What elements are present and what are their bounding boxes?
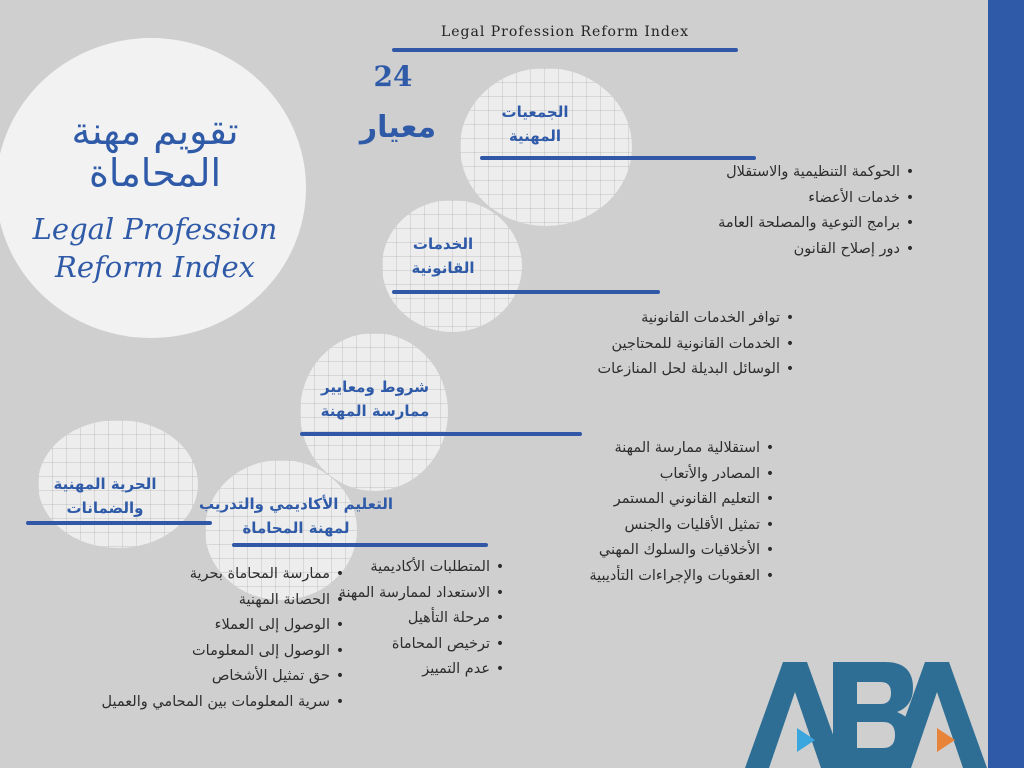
side-accent-bar [988,0,1024,768]
section-underline-5 [26,521,212,525]
list-item: • الحوكمة التنظيمية والاستقلال [560,160,920,186]
list-item: • المصادر والأتعاب [440,462,780,488]
list-item: • دور إصلاح القانون [560,237,920,263]
list-item: • الوسائل البديلة لحل المنازعات [460,357,800,383]
section-heading-legal-services: الخدمات القانونية [411,235,475,277]
list-item: • تمثيل الأقليات والجنس [440,513,780,539]
main-title-arabic: تقويم مهنة المحاماة [71,109,239,195]
section-heading-education: التعليم الأكاديمي والتدريب لمهنة المحاماة [198,495,394,537]
section-list-legal-services [460,306,800,383]
list-item: • التعليم القانوني المستمر [440,487,780,513]
list-item: • الاستعداد لممارسة المهنة [220,581,510,607]
list-item: • حق تمثيل الأشخاص [10,664,350,690]
section-list-freedoms [10,562,350,716]
section-heading-freedoms: الحرية المهنية والضمانات [53,475,157,517]
list-item: • الوصول إلى المعلومات [10,639,350,665]
list-item: • استقلالية ممارسة المهنة [440,436,780,462]
criteria-count: 24 [373,60,413,93]
criteria-label: معيار [359,110,437,145]
title-underline [392,48,738,52]
list-item: • سرية المعلومات بين المحامي والعميل [10,690,350,716]
list-item: • خدمات الأعضاء [560,186,920,212]
list-item: • الحصانة المهنية [10,588,350,614]
aba-logo [745,662,987,768]
list-item: • المتطلبات الأكاديمية [220,555,510,581]
list-item: • الأخلاقيات والسلوك المهني [440,538,780,564]
list-item: • الخدمات القانونية للمحتاجين [460,332,800,358]
section-heading-professional-associations: الجمعيات المهنية [501,103,569,145]
section-heading-practice-conditions: شروط ومعايير ممارسة المهنة [320,378,430,420]
section-list-professional-associations [560,160,920,262]
section-underline-2 [392,290,660,294]
list-item: • عدم التمييز [220,657,510,683]
list-item: • برامج التوعية والمصلحة العامة [560,211,920,237]
list-item: • توافر الخدمات القانونية [460,306,800,332]
main-title-english: Legal Profession Reform Index [32,212,278,284]
list-item: • ترخيص المحاماة [220,632,510,658]
list-item: • العقوبات والإجراءات التأديبية [440,564,780,590]
list-item: • مرحلة التأهيل [220,606,510,632]
list-item: • ممارسة المحاماة بحرية [10,562,350,588]
page-title: Legal Profession Reform Index [440,24,690,40]
list-item: • الوصول إلى العملاء [10,613,350,639]
